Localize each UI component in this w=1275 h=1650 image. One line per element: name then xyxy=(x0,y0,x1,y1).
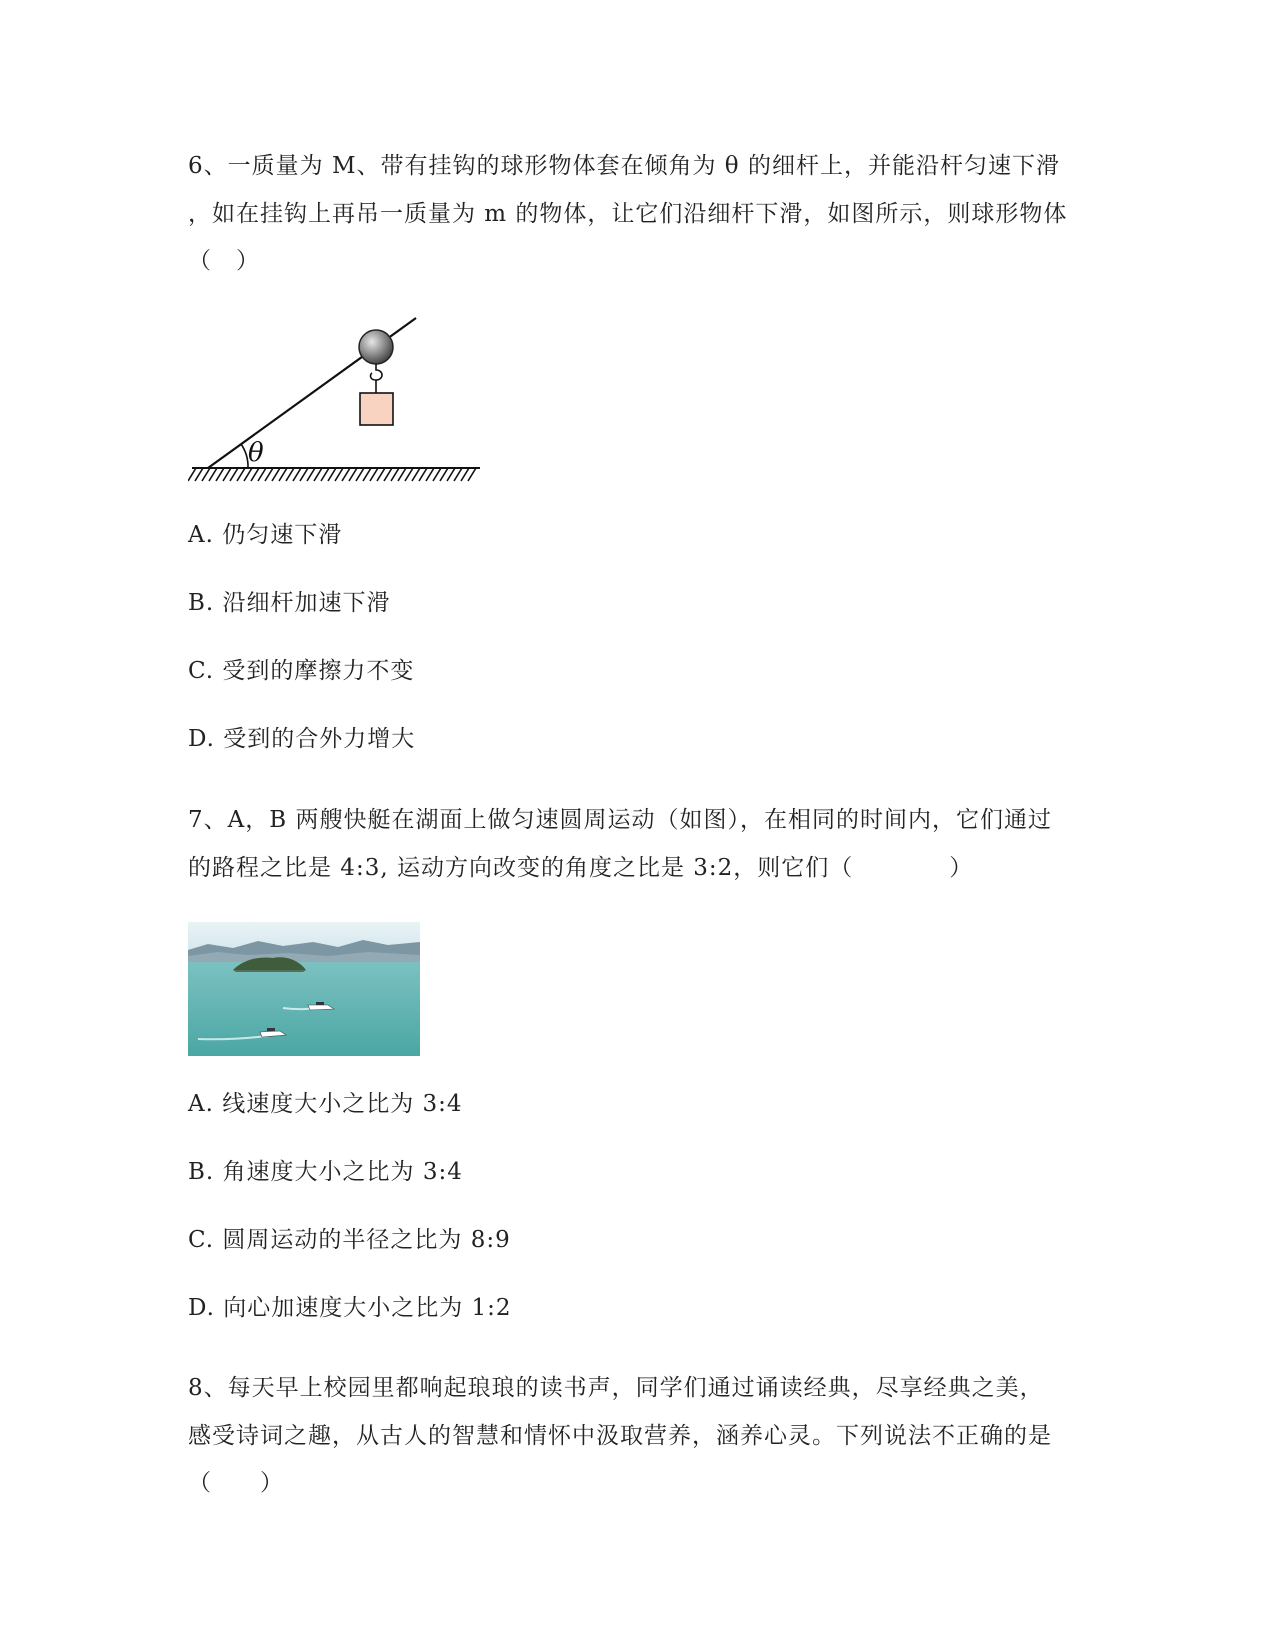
q6-option-a: A. 仍匀速下滑 xyxy=(188,522,343,548)
ground-hatch xyxy=(433,468,441,481)
ground-hatch xyxy=(412,468,420,481)
ground-hatch xyxy=(195,468,203,481)
q6-text-line-2: ，如在挂钩上再吊一质量为 m 的物体，让它们沿细杆下滑，如图所示，则球形物体 xyxy=(188,201,1068,227)
ground-hatch xyxy=(237,468,245,481)
ground-hatch xyxy=(447,468,455,481)
ground-hatch xyxy=(454,468,462,481)
ball xyxy=(359,330,393,364)
ground-hatch xyxy=(272,468,280,481)
theta-label: θ xyxy=(248,438,264,468)
ground-hatch xyxy=(426,468,434,481)
ground-hatch xyxy=(300,468,308,481)
q8-text-line-2: 感受诗词之趣，从古人的智慧和情怀中汲取营养，涵养心灵。下列说法不正确的是 xyxy=(188,1423,1052,1449)
ground-hatch xyxy=(314,468,322,481)
ground-hatch xyxy=(209,468,217,481)
ground-hatch xyxy=(440,468,448,481)
ground-hatch xyxy=(321,468,329,481)
ground-hatch xyxy=(356,468,364,481)
q6-option-c: C. 受到的摩擦力不变 xyxy=(188,658,415,684)
q7-option-a: A. 线速度大小之比为 3:4 xyxy=(188,1091,463,1117)
q6-text-line-3: （ ） xyxy=(188,248,260,274)
ground-hatch xyxy=(398,468,406,481)
ground-hatch xyxy=(468,468,476,481)
q6-text-line-1: 6、一质量为 M、带有挂钩的球形物体套在倾角为 θ 的细杆上，并能沿杆匀速下滑 xyxy=(188,153,1060,179)
speedboats-photo xyxy=(188,922,420,1056)
ground-hatch xyxy=(349,468,357,481)
ground-hatch xyxy=(293,468,301,481)
ground-hatch xyxy=(279,468,287,481)
ground-hatch xyxy=(405,468,413,481)
q7-text-line-1: 7、A，B 两艘快艇在湖面上做匀速圆周运动（如图），在相同的时间内，它们通过 xyxy=(188,807,1052,833)
q6-option-b: B. 沿细杆加速下滑 xyxy=(188,590,391,616)
q7-option-c: C. 圆周运动的半径之比为 8:9 xyxy=(188,1227,511,1253)
ground-hatch xyxy=(328,468,336,481)
ground-hatch xyxy=(258,468,266,481)
ground-hatch xyxy=(307,468,315,481)
q6-option-d: D. 受到的合外力增大 xyxy=(188,726,416,752)
ground-hatch xyxy=(202,468,210,481)
ground-hatch xyxy=(370,468,378,481)
ground-hatch xyxy=(384,468,392,481)
ground-hatch xyxy=(461,468,469,481)
ground-hatch xyxy=(230,468,238,481)
q7-option-b: B. 角速度大小之比为 3:4 xyxy=(188,1159,463,1185)
ground-hatch xyxy=(419,468,427,481)
ground-hatch xyxy=(251,468,259,481)
ground-hatch xyxy=(286,468,294,481)
ground-hatch xyxy=(363,468,371,481)
hanging-block xyxy=(360,393,393,425)
ground-hatch xyxy=(223,468,231,481)
ground-hatch xyxy=(342,468,350,481)
ground-hatch xyxy=(216,468,224,481)
ground-hatch xyxy=(377,468,385,481)
q7-option-d: D. 向心加速度大小之比为 1:2 xyxy=(188,1295,512,1321)
incline-diagram xyxy=(188,310,488,495)
ground-hatch xyxy=(391,468,399,481)
ground-hatch xyxy=(335,468,343,481)
ground-hatch xyxy=(265,468,273,481)
q8-text-line-1: 8、每天早上校园里都响起琅琅的读书声，同学们通过诵读经典，尽享经典之美， xyxy=(188,1375,1044,1401)
q8-text-line-3: （ ） xyxy=(188,1470,284,1496)
q7-text-line-2: 的路程之比是 4:3, 运动方向改变的角度之比是 3:2，则它们（ ） xyxy=(188,855,974,881)
ground-hatch xyxy=(188,468,196,481)
ground-hatch xyxy=(244,468,252,481)
